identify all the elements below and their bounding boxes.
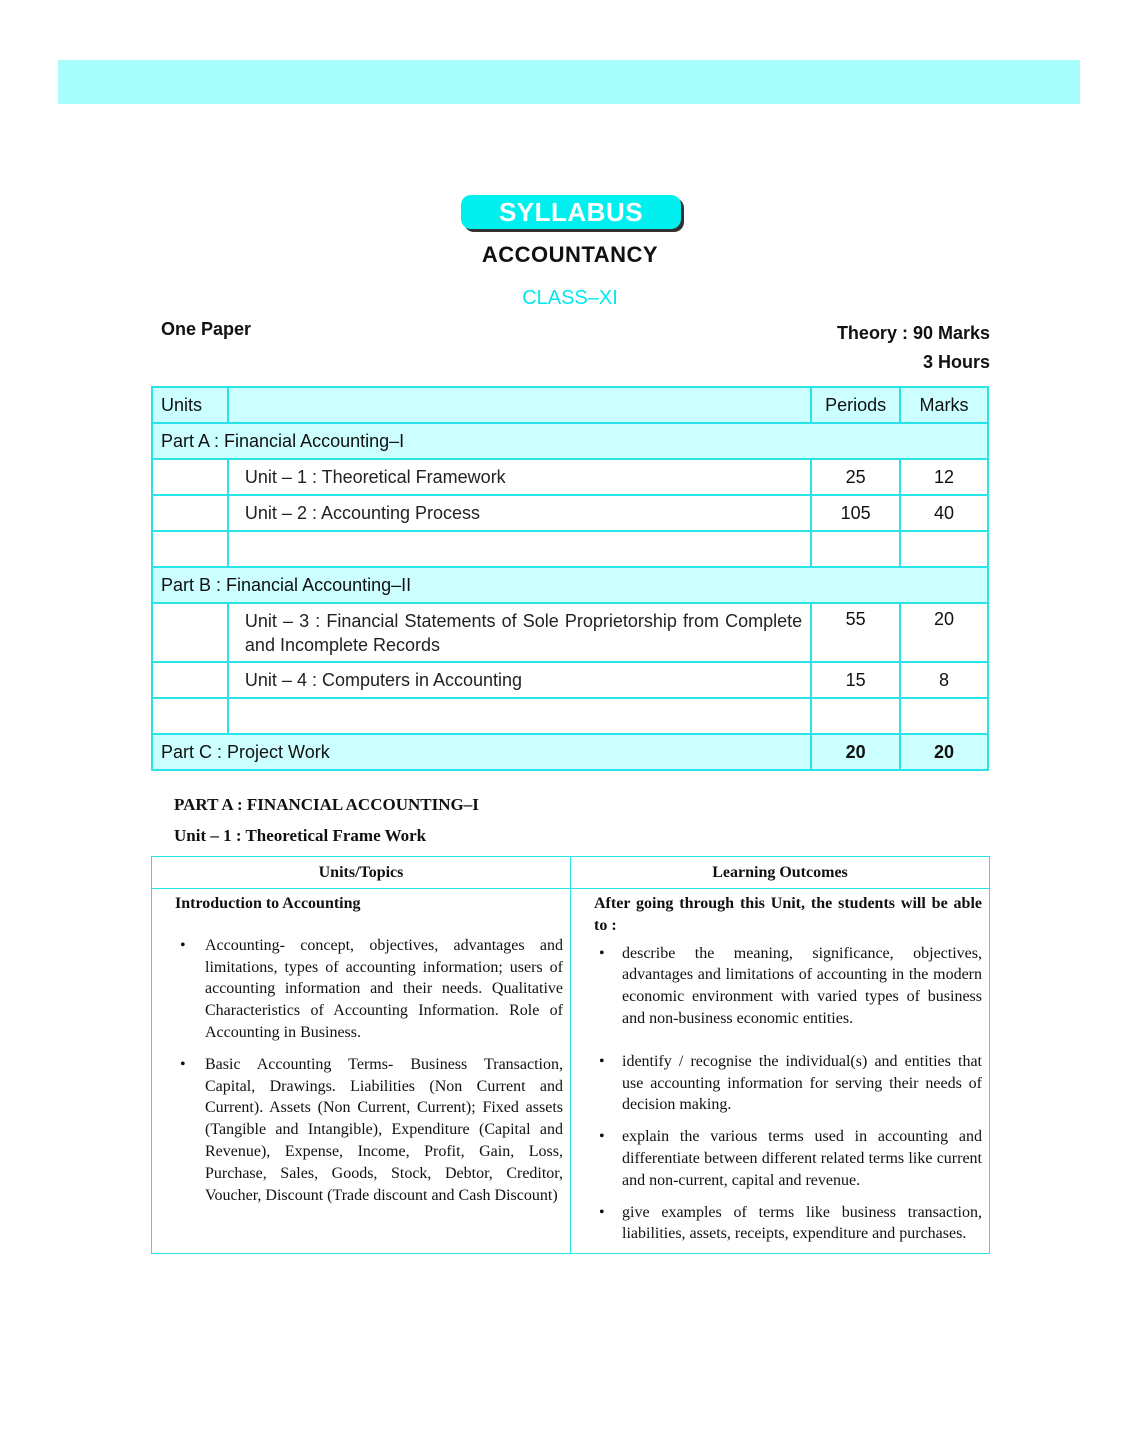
unit-marks: 40 <box>900 495 988 531</box>
col-topics: Units/Topics <box>152 857 571 889</box>
unit-marks: 8 <box>900 662 988 698</box>
outcome-item: • explain the various terms used in accounting and differentiate between different related terms like current and non-current, capital and revenue. <box>594 1126 982 1191</box>
paper-label: One Paper <box>161 319 252 339</box>
subject-title: ACCOUNTANCY <box>481 242 659 267</box>
empty-row <box>152 531 988 567</box>
unit-marks: 12 <box>900 459 988 495</box>
unit-periods: 25 <box>811 459 900 495</box>
table-row <box>152 459 988 495</box>
part-heading: PART A : FINANCIAL ACCOUNTING–I <box>174 795 479 814</box>
table-row <box>152 662 988 698</box>
table-header-row <box>152 387 988 423</box>
part-c-marks: 20 <box>900 734 988 770</box>
marks-info <box>837 319 990 377</box>
outcome-intro: After going through this Unit, the students will be able to : <box>594 895 982 934</box>
empty-row <box>152 698 988 734</box>
unit-name: Unit – 3 : Financial Statements of Sole Proprietorship from Complete and Incomplete Records <box>228 603 811 662</box>
part-b-label: Part B : Financial Accounting–II <box>152 567 988 603</box>
topic-item: • Basic Accounting Terms- Business Transaction, Capital, Drawings. Liabilities (Non Current and Current). Assets (Non Current, Current); Fixed assets (Tangible and Intangible), Expenditure (Capital and Revenue), Expense, Income, Profit, Gain, Loss, Purchase, Sales, Goods, Stock, Debtor, Creditor, Voucher, Discount (Trade discount and Cash Discount) <box>175 1054 563 1207</box>
table-row <box>152 495 988 531</box>
col-marks: Marks <box>900 387 988 423</box>
topic-item: • Accounting- concept, objectives, advantages and limitations, types of accounting information; users of accounting information and their needs. Qualitative Characteristics of Accounting Information. Role of Accounting in Business. <box>175 935 563 1044</box>
topic-title: Introduction to Accounting <box>175 895 361 912</box>
theory-marks: Theory : 90 Marks <box>836 323 990 343</box>
unit-periods: 55 <box>811 603 900 662</box>
part-c-periods: 20 <box>811 734 900 770</box>
unit-name: Unit – 4 : Computers in Accounting <box>228 662 811 698</box>
col-units: Units <box>152 387 228 423</box>
unit-heading: Unit – 1 : Theoretical Frame Work <box>174 826 427 845</box>
col-blank <box>228 387 811 423</box>
part-c-label: Part C : Project Work <box>152 734 811 770</box>
class-label: CLASS–XI <box>522 287 618 309</box>
outcome-item: • identify / recognise the individual(s) and entities that use accounting information for serving their needs of decision making. <box>594 1051 982 1116</box>
col-outcomes: Learning Outcomes <box>571 857 990 889</box>
unit-marks: 20 <box>900 603 988 662</box>
unit-periods: 105 <box>811 495 900 531</box>
topics-cell <box>152 889 571 1254</box>
outcome-item: • give examples of terms like business transaction, liabilities, assets, receipts, expenditure and purchases. <box>594 1202 982 1246</box>
table-row <box>152 603 988 662</box>
part-row <box>152 734 988 770</box>
part-a-label: Part A : Financial Accounting–I <box>152 423 988 459</box>
detail-table <box>151 856 990 1254</box>
summary-table <box>151 386 989 771</box>
unit-periods: 15 <box>811 662 900 698</box>
outcomes-cell <box>571 889 990 1254</box>
part-row <box>152 567 988 603</box>
outcome-item: • describe the meaning, significance, objectives, advantages and limitations of accounting in the modern economic environment with varied types of business and non-business economic entities. <box>594 943 982 1030</box>
col-periods: Periods <box>811 387 900 423</box>
part-row <box>152 423 988 459</box>
header-band <box>58 60 1080 104</box>
unit-name: Unit – 1 : Theoretical Framework <box>228 459 811 495</box>
unit-name: Unit – 2 : Accounting Process <box>228 495 811 531</box>
duration: 3 Hours <box>922 352 990 372</box>
syllabus-badge: SYLLABUS <box>461 195 681 229</box>
